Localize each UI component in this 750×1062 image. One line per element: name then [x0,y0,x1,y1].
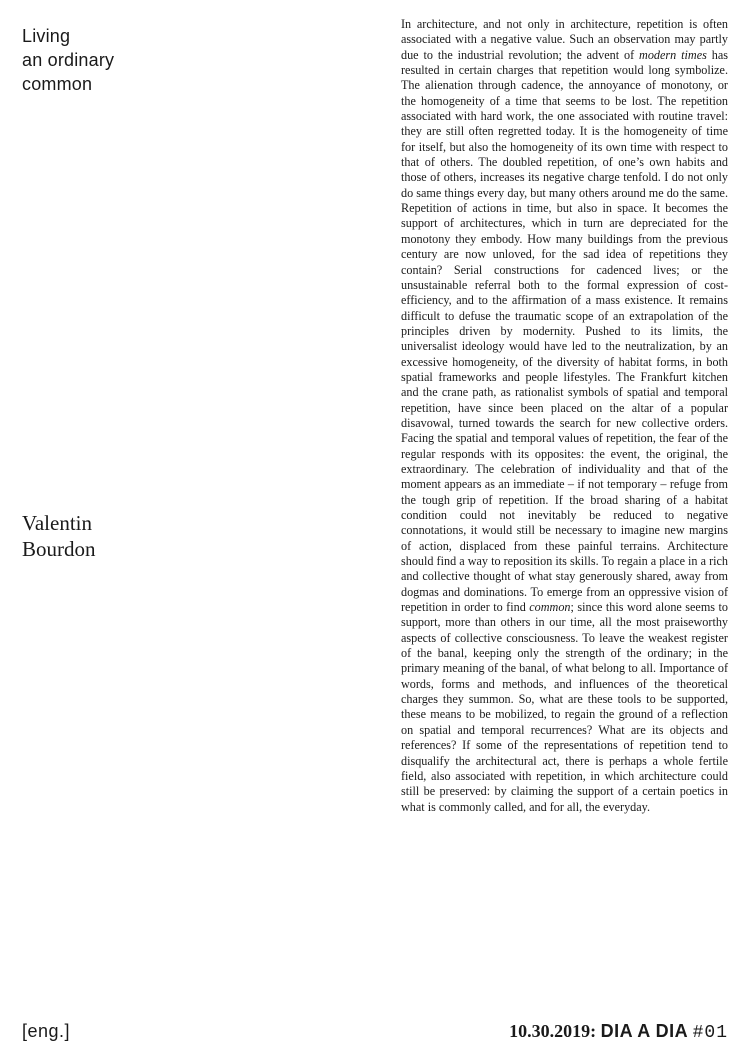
issue-number: #01 [692,1023,728,1043]
body-segment: ; since this word alone seems to support, more than others in our time, all the most praiseworthy aspects of collective consciousness. To leave the weakest register of the banal, keeping only the strength of the ordinary; in the primary meaning of the banal, of what belong to all. Importance of words, forms and methods, and influences of the theoretical charges they summon. So, what are these tools to be supported, these means to be mobilized, to regain the ground of a reflection on spatial and temporal recurrences? What are its objects and references? If some of the representations of repetition tend to disqualify the architectural act, there is perhaps a whole fertile field, also associated with repetition, in which architecture could still be preserved: by claiming the support of a certain poetics in what is commonly called, and for all, the everyday. [401,600,728,814]
issue-date: 10.30.2019: [509,1021,597,1041]
issue-label [509,1019,728,1045]
author-name [22,510,96,562]
title-line: an ordinary [22,50,115,70]
body-segment: has resulted in certain charges that repetition would long symbolize. The alienation through cadence, the annoyance of monotony, or the homogeneity of a time that seems to be lost. The repetition associated with hard work, the one associated with routine travel: they are still often regretted today. It is the homogeneity of time for itself, but also the homogeneity of its own time with respect to that of others. The doubled repetition, of one’s own habits and those of others, increases its negative charge tenfold. I do not only do same things every day, but many others around me do the same. Repetition of actions in time, but also in space. It becomes the support of architectures, which in turn are depreciated for the monotony they embody. How many buildings from the previous century are now unloved, for the sad idea of repetitions they contain? Serial constructions for cadenced lives; or the unsustainable referral both to the formal expression of cost-efficiency, and to the affirmation of a mass existence. It remains difficult to defuse the traumatic scope of an extrapolation of the principles driven by modernity. Pushed to its limits, the universalist ideology would have led to the neutralization, by an excessive homogeneity, of the diversity of habitat forms, in both spatial frameworks and people lifestyles. The Frankfurt kitchen and the crane path, as rationalist symbols of spatial and temporal repetition, have since been placed on the altar of a popular disavowal, turned towards the search for new collective orders. Facing the spatial and temporal values of repetition, the fear of the regular responds with its opposites: the event, the original, the extraordinary. The celebration of individuality and that of the moment appears as an immediate – if not temporary – refuge from the tough grip of repetition. If the broad sharing of a habitat condition could not inevitably be reduced to negative connotations, it would still be necessary to imagine new margins of action, displaced from these painful terrains. Architecture should find a way to reposition its skills. To regain a place in a rich and collective thought of what stay generously shared, away from dogmas and dominations. To emerge from an oppressive vision of repetition in order to find [401,47,728,615]
author-line: Bourdon [22,537,96,561]
body-text [401,17,728,815]
series-name: DIA A DIA [600,1021,689,1041]
title-line: Living [22,26,71,46]
body-segment-italic: common [529,600,571,615]
body-segment-italic: modern times [639,47,707,62]
title-line: common [22,74,93,94]
body-segment: In architecture, and not only in architecture, repetition is often associated with a negative value. Such an observation may partly due to the industrial revolution; the advent of [401,17,728,62]
author-line: Valentin [22,511,92,535]
article-title [22,24,114,96]
language-label: [eng.] [22,1021,71,1041]
